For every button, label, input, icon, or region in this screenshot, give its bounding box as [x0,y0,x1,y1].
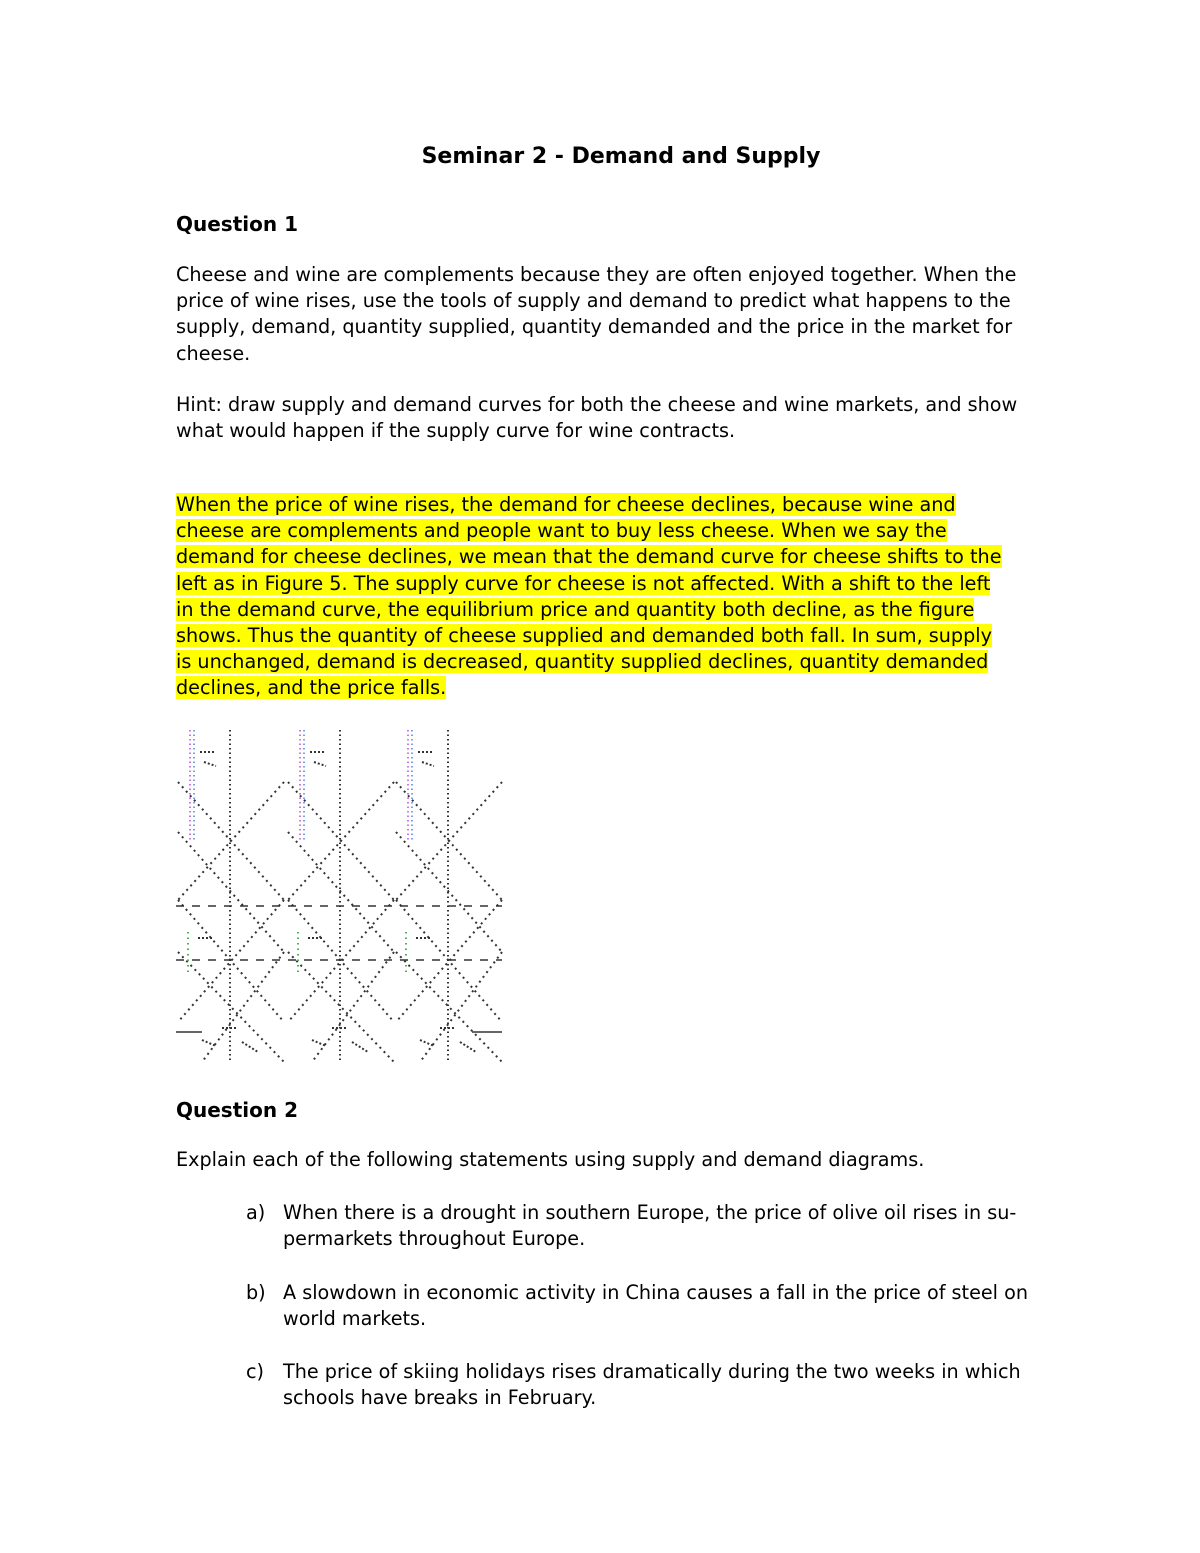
answer-line: cheese are complements and people want to buy less cheese. When we say the [176,519,947,543]
list-item-text [283,1359,1021,1411]
list-item-line: When there is a drought in southern Europe, the price of olive oil rises in su- [283,1201,1017,1224]
question-1-heading: Question 1 [176,212,298,236]
answer-line: When the price of wine rises, the demand for cheese declines, because wine and [176,493,956,516]
question-2-intro [176,1147,1136,1173]
answer-line: shows. Thus the quantity of cheese supplied and demanded both fall. In sum, supply [176,624,992,648]
supply-demand-figure [172,722,506,1070]
question-1-prompt [176,262,1136,367]
list-marker: a) [246,1201,266,1224]
list-item-line: permarkets throughout Europe. [283,1227,586,1251]
question-1-hint [176,392,1136,444]
list-marker: c) [246,1360,265,1383]
hint-line: Hint: draw supply and demand curves for both the cheese and wine markets, and show [176,393,1018,416]
prompt-line: cheese. [176,341,251,365]
prompt-line: Cheese and wine are complements because they are often enjoyed together. When the [176,263,1017,286]
list-marker: b) [246,1281,266,1304]
question-1-answer [176,492,1136,702]
list-item-line: schools have breaks in February. [283,1386,597,1410]
list-item-text [283,1200,1016,1252]
prompt-line: supply, demand, quantity supplied, quantity demanded and the price in the market for [176,315,1013,339]
answer-line: in the demand curve, the equilibrium price and quantity both decline, as the figure [176,597,975,621]
answer-line: declines, and the price falls. [176,676,447,700]
prompt-line: price of wine rises, use the tools of supply and demand to predict what happens to the [176,289,1011,313]
answer-line: left as in Figure 5. The supply curve for cheese is not affected. With a shift to the left [176,571,991,595]
list-item-line: A slowdown in economic activity in China causes a fall in the price of steel on [283,1281,1029,1304]
hint-line: what would happen if the supply curve for wine contracts. [176,419,736,443]
answer-line: demand for cheese declines, we mean that the demand curve for cheese shifts to the [176,545,1002,569]
list-item-text [283,1280,1028,1332]
page-title: Seminar 2 - Demand and Supply [421,144,821,169]
intro-line: Explain each of the following statements using supply and demand diagrams. [176,1148,925,1171]
answer-line: is unchanged, demand is decreased, quantity supplied declines, quantity demanded [176,650,989,674]
list-item-line: world markets. [283,1307,427,1331]
question-2-heading: Question 2 [176,1098,298,1122]
list-item-line: The price of skiing holidays rises dramatically during the two weeks in which [283,1360,1021,1383]
